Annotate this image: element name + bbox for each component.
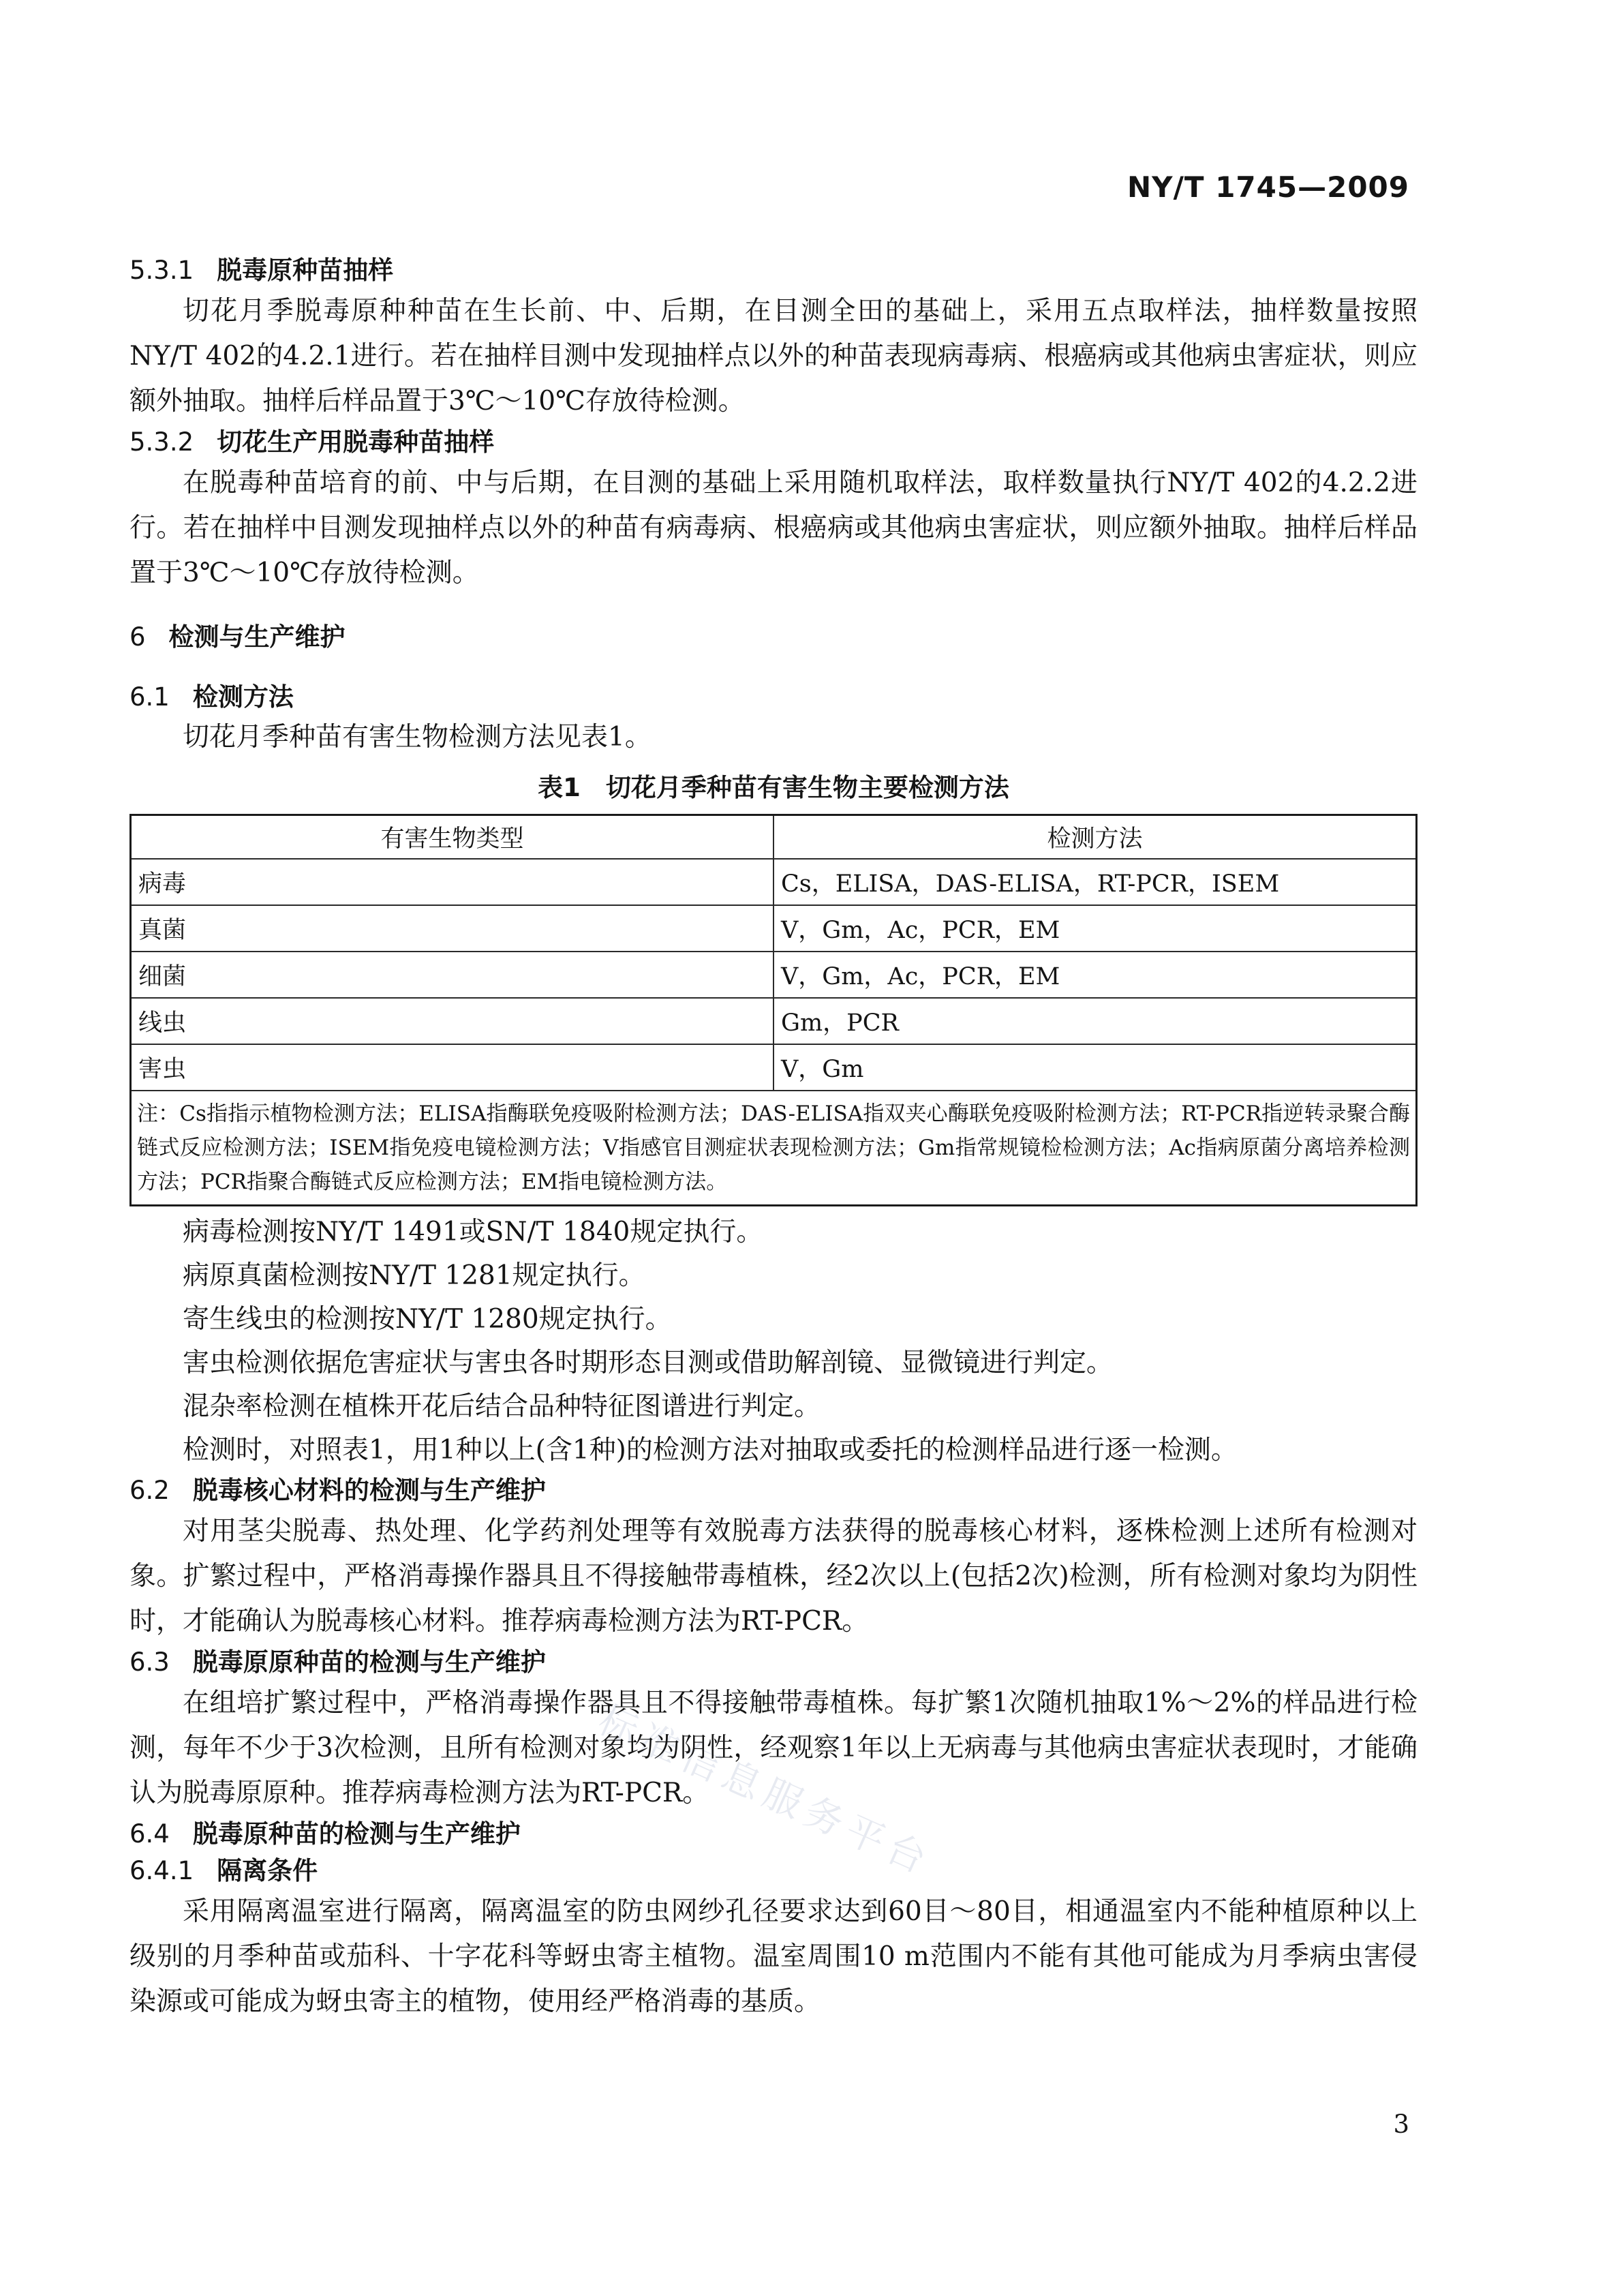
paragraph: 在脱毒种苗培育的前、中与后期，在目测的基础上采用随机取样法，取样数量执行NY/T 402的4.2.2进行。若在抽样中目测发现抽样点以外的种苗有病毒病、根癌病或其他病虫害症状，则应额外抽取。抽样后样品置于3℃～10℃存放待检测。: [129, 468, 1418, 588]
table-cell: V，Gm，Ac，PCR，EM: [773, 905, 1417, 952]
paragraph: 对用茎尖脱毒、热处理、化学药剂处理等有效脱毒方法获得的脱毒核心材料，逐株检测上述所有检测对象。扩繁过程中，严格消毒操作器具且不得接触带毒植株，经2次以上(包括2次)检测，所有检测对象均为阴性时，才能确认为脱毒核心材料。推荐病毒检测方法为RT-PCR。: [129, 1516, 1418, 1637]
paragraph: 寄生线虫的检测按NY/T 1280规定执行。: [183, 1304, 672, 1335]
table-row: [131, 1044, 1417, 1091]
table-row: [131, 998, 1417, 1044]
paragraph: 混杂率检测在植株开花后结合品种特征图谱进行判定。: [183, 1391, 821, 1422]
page-number: 3: [1393, 2110, 1409, 2139]
table-caption: 表1 切花月季种苗有害生物主要检测方法: [538, 773, 1009, 802]
section-heading: 5.3.2 切花生产用脱毒种苗抽样: [129, 427, 495, 457]
paragraph: 在组培扩繁过程中，严格消毒操作器具且不得接触带毒植株。每扩繁1次随机抽取1%～2%的样品进行检测，每年不少于3次检测，且所有检测对象均为阴性，经观察1年以上无病毒与其他病虫害症状表现时，才能确认为脱毒原原种。推荐病毒检测方法为RT-PCR。: [129, 1688, 1418, 1808]
section-heading: 6.4.1 隔离条件: [129, 1856, 318, 1885]
column-header: 有害生物类型: [131, 815, 774, 860]
section-heading: 5.3.1 脱毒原种苗抽样: [129, 256, 394, 285]
page-content: [129, 252, 1418, 2024]
paragraph: 切花月季种苗有害生物检测方法见表1。: [183, 722, 652, 753]
watermark: 标准信息服务平台: [592, 1697, 939, 1885]
standard-code: NY/T 1745—2009: [1127, 170, 1409, 204]
chapter-heading: 6 检测与生产维护: [129, 622, 346, 652]
paragraph: 病毒检测按NY/T 1491或SN/T 1840规定执行。: [183, 1217, 763, 1247]
paragraph: 害虫检测依据危害症状与害虫各时期形态目测或借助解剖镜、显微镜进行判定。: [183, 1348, 1114, 1378]
section-heading: 6.4 脱毒原种苗的检测与生产维护: [129, 1819, 521, 1849]
paragraph: 切花月季脱毒原种种苗在生长前、中、后期，在目测全田的基础上，采用五点取样法，抽样数量按照NY/T 402的4.2.1进行。若在抽样目测中发现抽样点以外的种苗表现病毒病、根癌病或其他病虫害症状，则应额外抽取。抽样后样品置于3℃～10℃存放待检测。: [129, 296, 1418, 416]
table-cell: 细菌: [131, 952, 774, 998]
table-cell: 病毒: [131, 859, 774, 905]
table-header-row: [131, 815, 1417, 860]
detection-methods-table: [129, 814, 1418, 1206]
table-cell: Gm，PCR: [773, 998, 1417, 1044]
table-cell: V，Gm，Ac，PCR，EM: [773, 952, 1417, 998]
table-note-row: [131, 1091, 1417, 1206]
table-cell: Cs，ELISA，DAS-ELISA，RT-PCR，ISEM: [773, 859, 1417, 905]
paragraph: 检测时，对照表1，用1种以上(含1种)的检测方法对抽取或委托的检测样品进行逐一检测。: [183, 1435, 1238, 1465]
paragraph: 采用隔离温室进行隔离，隔离温室的防虫网纱孔径要求达到60目～80目，相通温室内不能种植原种以上级别的月季种苗或茄科、十字花科等蚜虫寄主植物。温室周围10 m范围内不能有其他可能成为月季病虫害侵染源或可能成为蚜虫寄主的植物，使用经严格消毒的基质。: [129, 1896, 1418, 2017]
table-cell: 真菌: [131, 905, 774, 952]
section-heading: 6.2 脱毒核心材料的检测与生产维护: [129, 1476, 546, 1505]
table-row: [131, 859, 1417, 905]
table-cell: 害虫: [131, 1044, 774, 1091]
paragraph: 病原真菌检测按NY/T 1281规定执行。: [183, 1260, 645, 1291]
table-row: [131, 905, 1417, 952]
section-heading: 6.3 脱毒原原种苗的检测与生产维护: [129, 1647, 546, 1677]
column-header: 检测方法: [773, 815, 1417, 860]
table-note: 注：Cs指指示植物检测方法；ELISA指酶联免疫吸附检测方法；DAS-ELISA指双夹心酶联免疫吸附检测方法；RT-PCR指逆转录聚合酶链式反应检测方法；ISEM指免疫电镜检测方法；V指感官目测症状表现检测方法；Gm指常规镜检检测方法；Ac指病原菌分离培养检测方法；PCR指聚合酶链式反应检测方法；EM指电镜检测方法。: [131, 1091, 1417, 1206]
section-heading: 6.1 检测方法: [129, 682, 294, 712]
table-cell: 线虫: [131, 998, 774, 1044]
table-row: [131, 952, 1417, 998]
table-cell: V，Gm: [773, 1044, 1417, 1091]
